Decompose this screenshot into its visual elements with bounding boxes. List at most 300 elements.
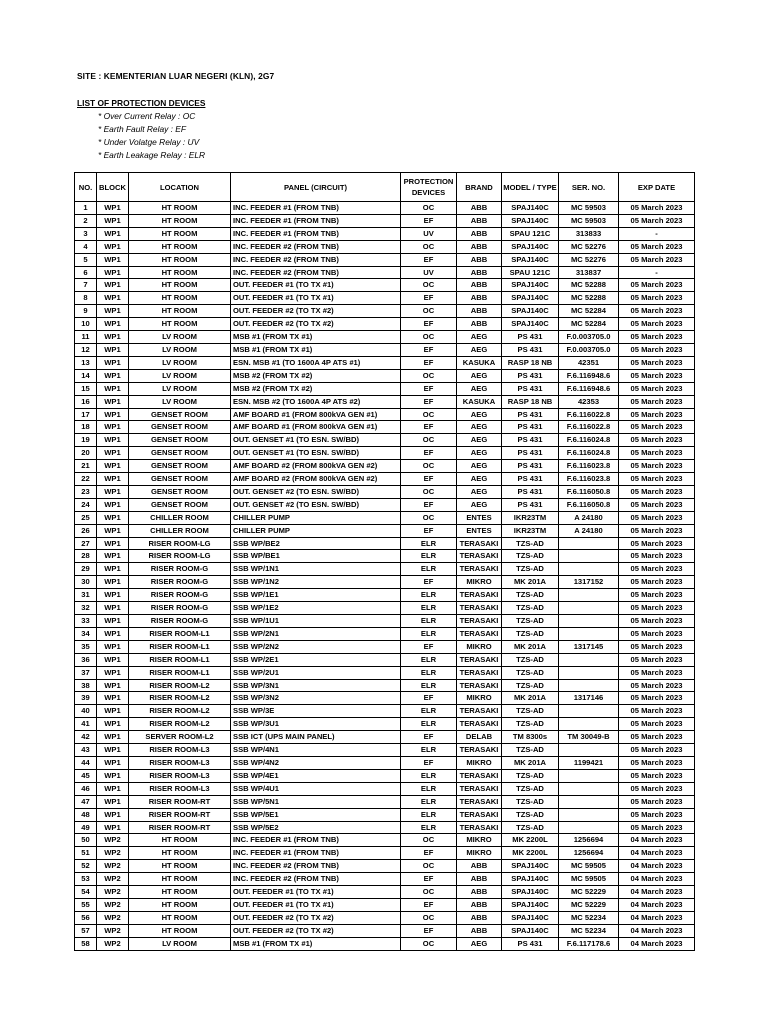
cell-location: RISER ROOM-RT (129, 795, 231, 808)
cell-block: WP1 (97, 692, 129, 705)
table-row (75, 666, 695, 679)
cell-panel: AMF BOARD #2 (FROM 800kVA GEN #2) (231, 460, 401, 473)
table-body (75, 202, 695, 951)
cell-no: 19 (75, 434, 97, 447)
cell-brand: ABB (457, 305, 502, 318)
cell-no: 35 (75, 640, 97, 653)
cell-no: 10 (75, 318, 97, 331)
cell-block: WP1 (97, 382, 129, 395)
cell-model-type: TZS-AD (502, 808, 559, 821)
cell-model-type: PS 431 (502, 473, 559, 486)
cell-protection-device: OC (401, 511, 457, 524)
table-row (75, 214, 695, 227)
cell-block: WP1 (97, 447, 129, 460)
cell-protection-device: EF (401, 382, 457, 395)
cell-location: RISER ROOM-L3 (129, 756, 231, 769)
cell-exp-date: 05 March 2023 (619, 395, 695, 408)
cell-block: WP1 (97, 705, 129, 718)
cell-no: 44 (75, 756, 97, 769)
cell-protection-device: ELR (401, 718, 457, 731)
cell-block: WP1 (97, 537, 129, 550)
cell-panel: OUT. FEEDER #1 (TO TX #1) (231, 898, 401, 911)
table-row (75, 718, 695, 731)
cell-panel: OUT. FEEDER #2 (TO TX #2) (231, 318, 401, 331)
table-row (75, 808, 695, 821)
cell-location: LV ROOM (129, 369, 231, 382)
cell-model-type: SPAJ140C (502, 292, 559, 305)
cell-no: 54 (75, 886, 97, 899)
cell-protection-device: OC (401, 434, 457, 447)
cell-serial-no: MC 52276 (559, 253, 619, 266)
cell-serial-no (559, 666, 619, 679)
cell-location: RISER ROOM-L2 (129, 679, 231, 692)
relay-legend-item: * Under Volatge Relay : UV (98, 137, 200, 147)
cell-exp-date: 05 March 2023 (619, 769, 695, 782)
cell-no: 48 (75, 808, 97, 821)
cell-exp-date: 05 March 2023 (619, 292, 695, 305)
cell-block: WP1 (97, 485, 129, 498)
cell-protection-device: OC (401, 408, 457, 421)
cell-serial-no: 313833 (559, 227, 619, 240)
cell-exp-date: 05 March 2023 (619, 627, 695, 640)
cell-model-type: TZS-AD (502, 782, 559, 795)
cell-location: RISER ROOM-L2 (129, 705, 231, 718)
cell-brand: ABB (457, 227, 502, 240)
cell-no: 20 (75, 447, 97, 460)
cell-serial-no: F.0.003705.0 (559, 331, 619, 344)
cell-serial-no: F.6.117178.6 (559, 937, 619, 950)
cell-model-type: SPAU 121C (502, 227, 559, 240)
cell-model-type: PS 431 (502, 434, 559, 447)
table-row (75, 421, 695, 434)
cell-panel: SSB WP/4N1 (231, 744, 401, 757)
cell-panel: SSB WP/3N1 (231, 679, 401, 692)
cell-serial-no: MC 52276 (559, 240, 619, 253)
cell-serial-no (559, 537, 619, 550)
cell-protection-device: ELR (401, 705, 457, 718)
table-row (75, 240, 695, 253)
cell-brand: AEG (457, 421, 502, 434)
cell-exp-date: 05 March 2023 (619, 756, 695, 769)
cell-brand: AEG (457, 498, 502, 511)
cell-model-type: TZS-AD (502, 666, 559, 679)
cell-protection-device: ELR (401, 537, 457, 550)
cell-brand: TERASAKI (457, 653, 502, 666)
cell-location: LV ROOM (129, 382, 231, 395)
cell-no: 41 (75, 718, 97, 731)
table-row (75, 550, 695, 563)
cell-block: WP1 (97, 395, 129, 408)
cell-brand: ABB (457, 292, 502, 305)
cell-location: LV ROOM (129, 331, 231, 344)
cell-panel: AMF BOARD #2 (FROM 800kVA GEN #2) (231, 473, 401, 486)
cell-exp-date: 05 March 2023 (619, 343, 695, 356)
cell-protection-device: ELR (401, 615, 457, 628)
cell-location: HT ROOM (129, 860, 231, 873)
cell-protection-device: EF (401, 898, 457, 911)
cell-brand: ENTES (457, 524, 502, 537)
cell-protection-device: EF (401, 692, 457, 705)
cell-model-type: TZS-AD (502, 653, 559, 666)
cell-protection-device: ELR (401, 550, 457, 563)
table-row (75, 615, 695, 628)
cell-protection-device: EF (401, 356, 457, 369)
cell-panel: SSB WP/4U1 (231, 782, 401, 795)
cell-exp-date: 05 March 2023 (619, 279, 695, 292)
cell-location: CHILLER ROOM (129, 524, 231, 537)
cell-brand: TERASAKI (457, 744, 502, 757)
cell-panel: OUT. FEEDER #2 (TO TX #2) (231, 911, 401, 924)
cell-protection-device: EF (401, 214, 457, 227)
cell-exp-date: 05 March 2023 (619, 808, 695, 821)
cell-no: 23 (75, 485, 97, 498)
site-heading: SITE : KEMENTERIAN LUAR NEGERI (KLN), 2G7 (77, 71, 275, 81)
table-row (75, 318, 695, 331)
cell-model-type: IKR23TM (502, 511, 559, 524)
cell-location: LV ROOM (129, 937, 231, 950)
cell-panel: INC. FEEDER #1 (FROM TNB) (231, 847, 401, 860)
cell-model-type: MK 2200L (502, 834, 559, 847)
cell-location: RISER ROOM-L2 (129, 718, 231, 731)
cell-exp-date: 05 March 2023 (619, 331, 695, 344)
cell-protection-device: EF (401, 395, 457, 408)
cell-no: 9 (75, 305, 97, 318)
table-row (75, 886, 695, 899)
cell-brand: AEG (457, 382, 502, 395)
cell-panel: ESN. MSB #2 (TO 1600A 4P ATS #2) (231, 395, 401, 408)
cell-location: CHILLER ROOM (129, 511, 231, 524)
cell-block: WP1 (97, 434, 129, 447)
table-row (75, 602, 695, 615)
cell-brand: TERASAKI (457, 589, 502, 602)
column-header-panel: PANEL (CIRCUIT) (231, 173, 401, 202)
cell-panel: MSB #1 (FROM TX #1) (231, 937, 401, 950)
cell-brand: TERASAKI (457, 563, 502, 576)
cell-serial-no: F.6.116050.8 (559, 485, 619, 498)
cell-location: GENSET ROOM (129, 421, 231, 434)
cell-model-type: MK 2200L (502, 847, 559, 860)
cell-block: WP1 (97, 369, 129, 382)
cell-block: WP1 (97, 589, 129, 602)
cell-exp-date: 05 March 2023 (619, 782, 695, 795)
cell-no: 29 (75, 563, 97, 576)
cell-no: 55 (75, 898, 97, 911)
cell-brand: AEG (457, 937, 502, 950)
cell-panel: SSB WP/5N1 (231, 795, 401, 808)
table-row (75, 769, 695, 782)
cell-model-type: SPAJ140C (502, 253, 559, 266)
cell-model-type: MK 201A (502, 692, 559, 705)
cell-protection-device: OC (401, 485, 457, 498)
cell-block: WP2 (97, 873, 129, 886)
cell-brand: ABB (457, 873, 502, 886)
cell-no: 33 (75, 615, 97, 628)
cell-block: WP2 (97, 937, 129, 950)
cell-brand: MIKRO (457, 847, 502, 860)
cell-block: WP2 (97, 924, 129, 937)
cell-serial-no: F.6.116948.6 (559, 369, 619, 382)
cell-brand: MIKRO (457, 692, 502, 705)
cell-no: 57 (75, 924, 97, 937)
table-row (75, 640, 695, 653)
cell-brand: MIKRO (457, 576, 502, 589)
cell-protection-device: OC (401, 369, 457, 382)
cell-block: WP1 (97, 343, 129, 356)
cell-panel: OUT. FEEDER #2 (TO TX #2) (231, 924, 401, 937)
cell-protection-device: ELR (401, 589, 457, 602)
cell-block: WP1 (97, 615, 129, 628)
cell-exp-date: 05 March 2023 (619, 692, 695, 705)
table-row (75, 485, 695, 498)
table-row (75, 343, 695, 356)
cell-no: 6 (75, 266, 97, 279)
cell-brand: ABB (457, 898, 502, 911)
cell-exp-date: 05 March 2023 (619, 563, 695, 576)
cell-exp-date: 05 March 2023 (619, 679, 695, 692)
cell-exp-date: 05 March 2023 (619, 214, 695, 227)
cell-protection-device: ELR (401, 563, 457, 576)
cell-model-type: TZS-AD (502, 769, 559, 782)
table-row (75, 924, 695, 937)
cell-exp-date: 05 March 2023 (619, 718, 695, 731)
cell-block: WP2 (97, 886, 129, 899)
cell-block: WP1 (97, 627, 129, 640)
cell-block: WP1 (97, 666, 129, 679)
cell-block: WP1 (97, 795, 129, 808)
cell-model-type: PS 431 (502, 408, 559, 421)
relay-legend-item: * Earth Leakage Relay : ELR (98, 150, 206, 160)
cell-block: WP1 (97, 421, 129, 434)
cell-exp-date: 05 March 2023 (619, 318, 695, 331)
cell-location: RISER ROOM-L1 (129, 627, 231, 640)
cell-protection-device: OC (401, 860, 457, 873)
table-row (75, 460, 695, 473)
cell-brand: TERASAKI (457, 602, 502, 615)
cell-brand: TERASAKI (457, 550, 502, 563)
cell-model-type: TZS-AD (502, 718, 559, 731)
cell-protection-device: OC (401, 911, 457, 924)
cell-block: WP1 (97, 318, 129, 331)
cell-panel: INC. FEEDER #2 (FROM TNB) (231, 266, 401, 279)
cell-block: WP1 (97, 511, 129, 524)
column-header-exp-date: EXP DATE (619, 173, 695, 202)
cell-model-type: TZS-AD (502, 615, 559, 628)
cell-brand: AEG (457, 473, 502, 486)
cell-location: LV ROOM (129, 395, 231, 408)
cell-no: 53 (75, 873, 97, 886)
cell-block: WP1 (97, 550, 129, 563)
cell-exp-date: 04 March 2023 (619, 886, 695, 899)
cell-exp-date: 04 March 2023 (619, 898, 695, 911)
cell-location: HT ROOM (129, 202, 231, 215)
table-header-row (75, 173, 695, 202)
cell-block: WP2 (97, 860, 129, 873)
cell-panel: ESN. MSB #1 (TO 1600A 4P ATS #1) (231, 356, 401, 369)
cell-exp-date: 05 March 2023 (619, 498, 695, 511)
cell-exp-date: 04 March 2023 (619, 911, 695, 924)
cell-panel: INC. FEEDER #2 (FROM TNB) (231, 860, 401, 873)
cell-location: HT ROOM (129, 227, 231, 240)
cell-panel: SSB WP/5E1 (231, 808, 401, 821)
cell-no: 50 (75, 834, 97, 847)
cell-location: HT ROOM (129, 886, 231, 899)
table-row (75, 434, 695, 447)
table-row (75, 576, 695, 589)
cell-no: 25 (75, 511, 97, 524)
cell-serial-no: F.6.116024.8 (559, 447, 619, 460)
cell-no: 52 (75, 860, 97, 873)
cell-block: WP1 (97, 227, 129, 240)
cell-serial-no: 1317146 (559, 692, 619, 705)
cell-no: 5 (75, 253, 97, 266)
table-row (75, 305, 695, 318)
cell-block: WP1 (97, 240, 129, 253)
cell-serial-no: MC 52284 (559, 305, 619, 318)
cell-protection-device: EF (401, 318, 457, 331)
cell-protection-device: EF (401, 253, 457, 266)
column-header-brand: BRAND (457, 173, 502, 202)
cell-model-type: TZS-AD (502, 602, 559, 615)
cell-panel: INC. FEEDER #1 (FROM TNB) (231, 202, 401, 215)
cell-model-type: SPAJ140C (502, 886, 559, 899)
cell-model-type: SPAJ140C (502, 860, 559, 873)
cell-no: 40 (75, 705, 97, 718)
cell-exp-date: 05 March 2023 (619, 305, 695, 318)
cell-block: WP1 (97, 602, 129, 615)
cell-model-type: RASP 18 NB (502, 356, 559, 369)
cell-model-type: SPAU 121C (502, 266, 559, 279)
cell-model-type: SPAJ140C (502, 240, 559, 253)
cell-serial-no: 1317145 (559, 640, 619, 653)
cell-no: 26 (75, 524, 97, 537)
cell-model-type: PS 431 (502, 421, 559, 434)
cell-panel: OUT. FEEDER #1 (TO TX #1) (231, 292, 401, 305)
cell-no: 56 (75, 911, 97, 924)
cell-serial-no: F.6.116022.8 (559, 421, 619, 434)
cell-protection-device: ELR (401, 769, 457, 782)
cell-no: 42 (75, 731, 97, 744)
relay-legend (98, 110, 205, 162)
cell-location: HT ROOM (129, 318, 231, 331)
cell-protection-device: ELR (401, 808, 457, 821)
cell-exp-date: 04 March 2023 (619, 924, 695, 937)
cell-location: GENSET ROOM (129, 498, 231, 511)
cell-protection-device: OC (401, 240, 457, 253)
cell-no: 58 (75, 937, 97, 950)
cell-model-type: PS 431 (502, 382, 559, 395)
cell-model-type: PS 431 (502, 460, 559, 473)
cell-panel: SSB WP/1E1 (231, 589, 401, 602)
cell-panel: SSB WP/1U1 (231, 615, 401, 628)
cell-brand: TERASAKI (457, 627, 502, 640)
table-row (75, 395, 695, 408)
cell-serial-no: F.6.116050.8 (559, 498, 619, 511)
cell-exp-date: 05 March 2023 (619, 744, 695, 757)
cell-location: HT ROOM (129, 847, 231, 860)
table-row (75, 756, 695, 769)
cell-brand: TERASAKI (457, 795, 502, 808)
cell-brand: ABB (457, 911, 502, 924)
cell-protection-device: OC (401, 279, 457, 292)
cell-protection-device: ELR (401, 666, 457, 679)
cell-panel: SSB WP/4N2 (231, 756, 401, 769)
cell-model-type: SPAJ140C (502, 305, 559, 318)
cell-panel: INC. FEEDER #2 (FROM TNB) (231, 873, 401, 886)
cell-protection-device: EF (401, 447, 457, 460)
cell-location: HT ROOM (129, 924, 231, 937)
table-row (75, 653, 695, 666)
table-row (75, 860, 695, 873)
cell-serial-no (559, 782, 619, 795)
cell-model-type: MK 201A (502, 756, 559, 769)
cell-brand: ABB (457, 266, 502, 279)
table-row (75, 834, 695, 847)
cell-brand: ABB (457, 214, 502, 227)
cell-no: 13 (75, 356, 97, 369)
cell-model-type: TM 8300s (502, 731, 559, 744)
cell-model-type: IKR23TM (502, 524, 559, 537)
cell-exp-date: 05 March 2023 (619, 382, 695, 395)
cell-brand: TERASAKI (457, 615, 502, 628)
table-row (75, 627, 695, 640)
cell-serial-no (559, 795, 619, 808)
table-row (75, 369, 695, 382)
table-row (75, 937, 695, 950)
cell-brand: KASUKA (457, 395, 502, 408)
column-header-protection-devices: PROTECTION DEVICES (401, 173, 457, 202)
cell-serial-no: 1256694 (559, 847, 619, 860)
cell-protection-device: ELR (401, 744, 457, 757)
cell-serial-no (559, 808, 619, 821)
cell-brand: ABB (457, 279, 502, 292)
cell-brand: ABB (457, 924, 502, 937)
cell-model-type: TZS-AD (502, 627, 559, 640)
cell-location: RISER ROOM-G (129, 615, 231, 628)
cell-protection-device: EF (401, 731, 457, 744)
cell-no: 47 (75, 795, 97, 808)
cell-no: 31 (75, 589, 97, 602)
cell-block: WP1 (97, 718, 129, 731)
cell-panel: INC. FEEDER #1 (FROM TNB) (231, 834, 401, 847)
cell-model-type: TZS-AD (502, 821, 559, 834)
table-row (75, 524, 695, 537)
cell-location: GENSET ROOM (129, 408, 231, 421)
cell-exp-date: 04 March 2023 (619, 937, 695, 950)
cell-serial-no (559, 550, 619, 563)
table-row (75, 511, 695, 524)
cell-serial-no: A 24180 (559, 511, 619, 524)
cell-location: SERVER ROOM-L2 (129, 731, 231, 744)
table-row (75, 292, 695, 305)
cell-protection-device: OC (401, 834, 457, 847)
cell-panel: MSB #1 (FROM TX #1) (231, 331, 401, 344)
table-row (75, 679, 695, 692)
cell-exp-date: 05 March 2023 (619, 731, 695, 744)
cell-serial-no: F.0.003705.0 (559, 343, 619, 356)
table-row (75, 744, 695, 757)
cell-exp-date: 05 March 2023 (619, 795, 695, 808)
table-row (75, 537, 695, 550)
cell-model-type: PS 431 (502, 937, 559, 950)
cell-brand: AEG (457, 447, 502, 460)
cell-model-type: RASP 18 NB (502, 395, 559, 408)
cell-serial-no: MC 59503 (559, 214, 619, 227)
cell-location: HT ROOM (129, 305, 231, 318)
cell-no: 7 (75, 279, 97, 292)
cell-no: 1 (75, 202, 97, 215)
cell-serial-no: MC 52234 (559, 924, 619, 937)
cell-exp-date: 05 March 2023 (619, 615, 695, 628)
